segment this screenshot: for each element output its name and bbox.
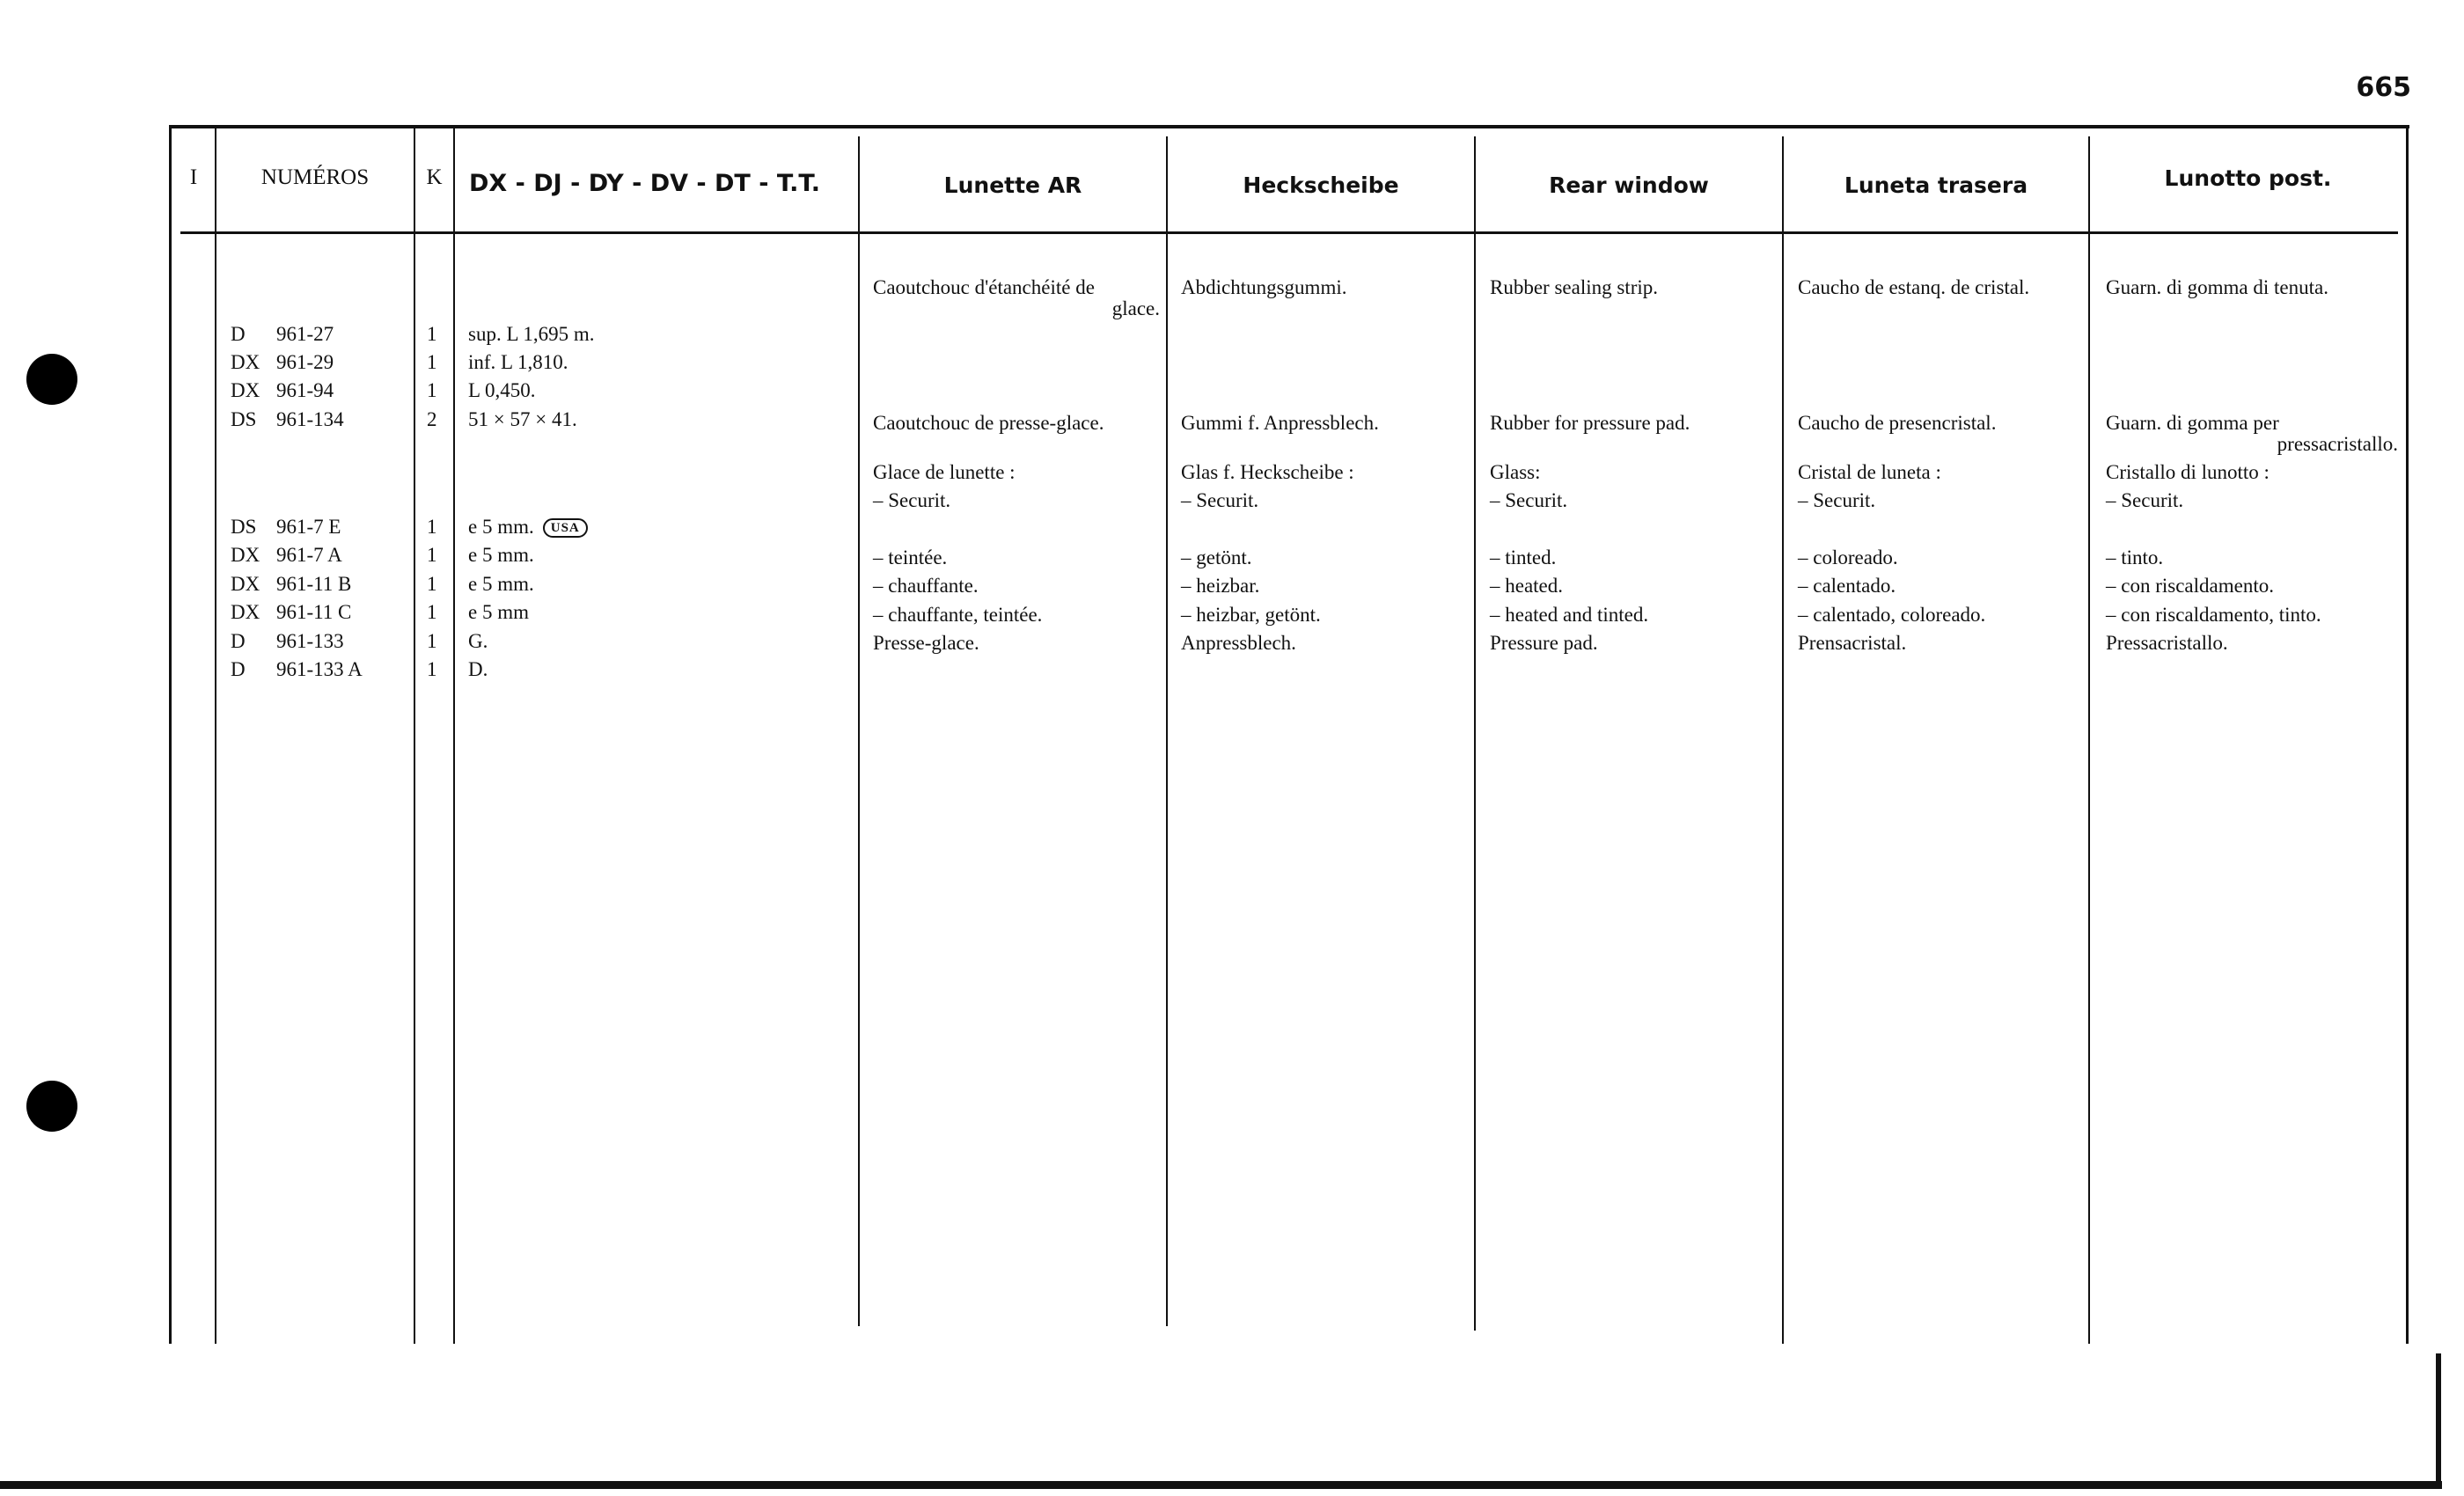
spec-value: D. [468,658,488,680]
column-divider-german-english [1474,136,1476,1331]
page-number: 665 [2356,72,2411,103]
italian-pressure-rubber: Guarn. di gomma per [2106,412,2279,434]
italian-tinted: – tinto. [2106,546,2164,568]
part-number: 961-27 [276,323,334,345]
italian-securit: – Securit. [2106,489,2184,511]
italian-glass-heading: Cristallo di lunotto : [2106,461,2270,483]
part-prefix: DX [231,351,260,373]
column-divider-models-french [858,136,860,1326]
column-divider-french-german [1166,136,1168,1326]
part-number-row [231,408,344,431]
column-divider-k-models [453,125,455,1344]
usa-badge: USA [543,518,588,538]
quantity-value: 1 [427,516,437,538]
quantity-value: 1 [427,630,437,652]
french-securit: – Securit. [873,489,951,511]
header-col-numeros: NUMÉROS [260,165,370,189]
part-prefix: DX [231,601,260,623]
english-pressure-pad: Pressure pad. [1490,632,1598,654]
quantity-value: 1 [427,573,437,595]
header-col-french: Lunette AR [943,172,1082,198]
english-pressure-rubber: Rubber for pressure pad. [1490,412,1690,434]
quantity-value: 1 [427,379,437,401]
german-heated: – heizbar. [1181,575,1260,597]
part-prefix: D [231,323,246,345]
column-divider-i-numeros [215,125,216,1344]
spec-value: e 5 mm. [468,516,534,538]
part-number-row [231,323,334,346]
header-col-models: DX - DJ - DY - DV - DT - T.T. [469,170,821,197]
spec-value: e 5 mm [468,601,529,623]
english-sealing-strip: Rubber sealing strip. [1490,276,1658,298]
part-number: 961-11 C [276,601,352,623]
french-tinted: – teintée. [873,546,948,568]
spec-value: sup. L 1,695 m. [468,323,595,345]
german-heated-tinted: – heizbar, getönt. [1181,604,1321,626]
french-sealing-strip: Caoutchouc d'étanchéité de [873,276,1095,298]
german-securit: – Securit. [1181,489,1259,511]
part-prefix: DX [231,379,260,401]
part-number: 961-11 B [276,573,352,595]
italian-heated-tinted: – con riscaldamento, tinto. [2106,604,2321,626]
part-number-row [231,658,363,681]
english-glass-heading: Glass: [1490,461,1541,483]
part-number-row [231,573,351,596]
french-pressure-rubber: Caoutchouc de presse-glace. [873,412,1104,434]
spanish-securit: – Securit. [1798,489,1876,511]
spanish-heated-tinted: – calentado, coloreado. [1798,604,1986,626]
german-pressure-pad: Anpressblech. [1181,632,1296,654]
part-number: 961-7 A [276,544,342,566]
header-col-i: I [189,165,198,189]
part-number: 961-29 [276,351,334,373]
header-col-italian: Lunotto post. [2164,165,2332,191]
part-prefix: DS [231,408,257,430]
part-number-row [231,630,344,653]
part-number: 961-7 E [276,516,341,538]
quantity-value: 1 [427,601,437,623]
part-number: 961-133 [276,630,344,652]
part-number-row [231,544,342,567]
spanish-pressure-pad: Prensacristal. [1798,632,1907,654]
header-col-spanish: Luneta trasera [1844,172,2028,198]
quantity-value: 2 [427,408,437,430]
spanish-heated: – calentado. [1798,575,1896,597]
french-heated: – chauffante. [873,575,979,597]
spec-value: L 0,450. [468,379,536,401]
part-prefix: DX [231,544,260,566]
part-number-row [231,379,334,402]
table-top-border [169,125,2409,128]
french-pressure-pad: Presse-glace. [873,632,979,654]
header-col-k: K [426,165,443,189]
spec-value: inf. L 1,810. [468,351,568,373]
french-sealing-strip-cont: glace. [1111,297,1160,319]
german-pressure-rubber: Gummi f. Anpressblech. [1181,412,1379,434]
part-prefix: DX [231,573,260,595]
column-divider-right-border [2406,125,2409,1344]
italian-heated: – con riscaldamento. [2106,575,2274,597]
part-number-row [231,516,341,539]
spec-value: G. [468,630,488,652]
column-divider-numeros-k [414,125,415,1344]
quantity-value: 1 [427,323,437,345]
header-bottom-rule [180,231,2398,234]
french-heated-tinted: – chauffante, teintée. [873,604,1043,626]
part-prefix: DS [231,516,257,538]
part-number-row [231,601,351,624]
quantity-value: 1 [427,544,437,566]
spanish-glass-heading: Cristal de luneta : [1798,461,1941,483]
german-sealing-strip: Abdichtungsgummi. [1181,276,1347,298]
column-divider-left-border [169,125,172,1344]
spec-value: e 5 mm. [468,544,534,566]
column-divider-english-spanish [1782,136,1784,1344]
column-divider-spanish-italian [2088,136,2090,1344]
part-number: 961-133 A [276,658,363,680]
spec-row-usa [468,516,588,539]
quantity-value: 1 [427,658,437,680]
part-prefix: D [231,658,246,680]
header-col-english: Rear window [1549,172,1709,198]
spanish-pressure-rubber: Caucho de presencristal. [1798,412,1997,434]
english-heated: – heated. [1490,575,1564,597]
page-bottom-edge [0,1481,2442,1489]
english-tinted: – tinted. [1490,546,1557,568]
part-prefix: D [231,630,246,652]
binder-hole-top [26,354,77,405]
page-right-edge [2436,1353,2441,1485]
german-glass-heading: Glas f. Heckscheibe : [1181,461,1354,483]
english-securit: – Securit. [1490,489,1568,511]
italian-sealing-strip: Guarn. di gomma di tenuta. [2106,276,2328,298]
header-col-german: Heckscheibe [1243,172,1399,198]
part-number: 961-94 [276,379,334,401]
french-glass-heading: Glace de lunette : [873,461,1016,483]
spanish-tinted: – coloreado. [1798,546,1898,568]
english-heated-tinted: – heated and tinted. [1490,604,1649,626]
spec-value: e 5 mm. [468,573,534,595]
spec-value: 51 × 57 × 41. [468,408,577,430]
italian-pressure-pad: Pressacristallo. [2106,632,2228,654]
part-number: 961-134 [276,408,344,430]
quantity-value: 1 [427,351,437,373]
binder-hole-bottom [26,1081,77,1132]
italian-pressure-rubber-cont: pressacristallo. [2277,433,2398,455]
spanish-sealing-strip: Caucho de estanq. de cristal. [1798,276,2030,298]
part-number-row [231,351,334,374]
german-tinted: – getönt. [1181,546,1252,568]
